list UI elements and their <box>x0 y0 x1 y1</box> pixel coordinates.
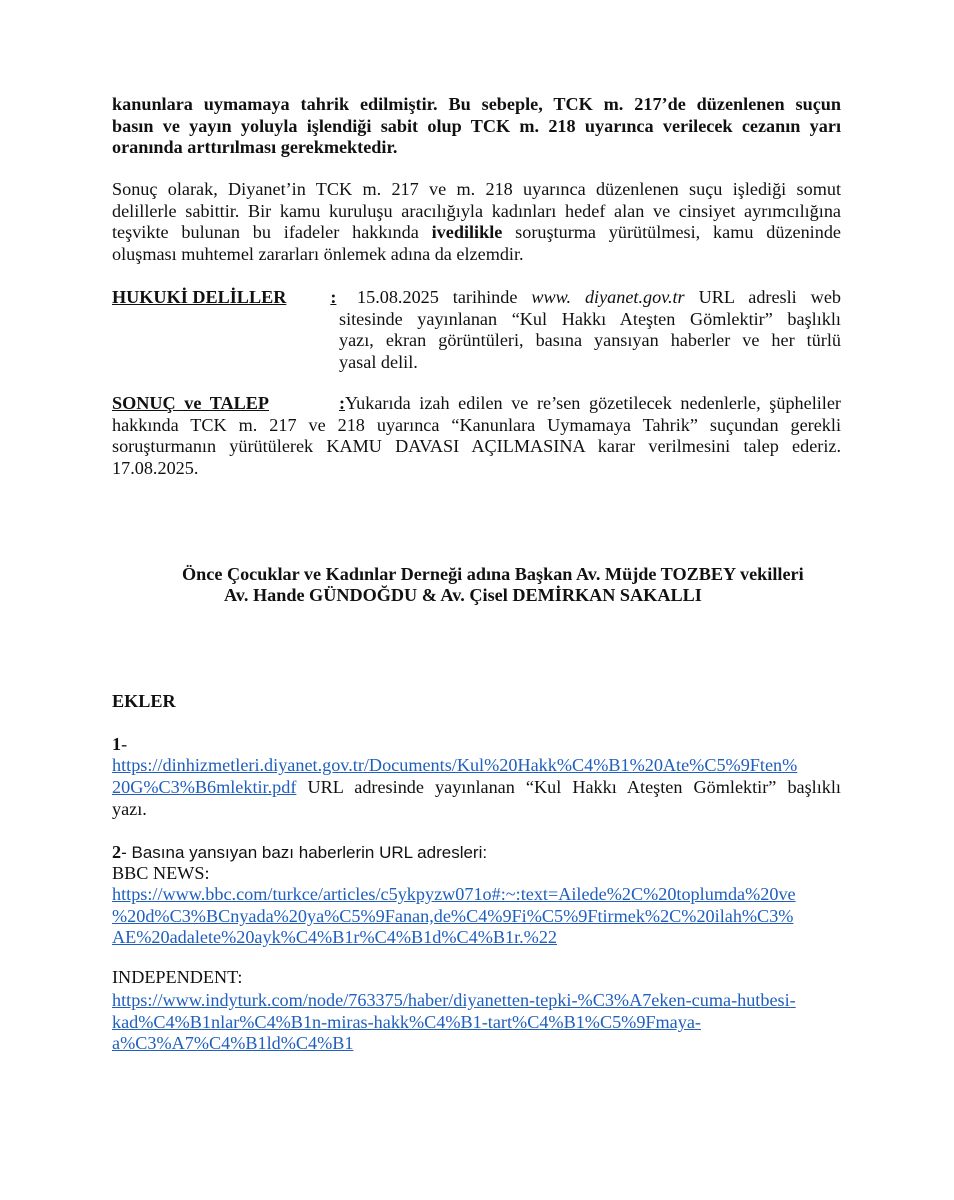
intro-line: oranında arttırılması gerekmektedir. <box>112 137 398 157</box>
request-line: hakkında TCK m. 217 ve 218 uyarınca “Kanunlara Uymamaya Tahrik” suçundan gerekli <box>112 414 841 435</box>
independent-url-1 <box>112 990 796 1012</box>
signature-line-2: Av. Hande GÜNDOĞDU & Av. Çisel DEMİRKAN SAKALLI <box>224 585 702 605</box>
evidence-label: HUKUKİ DELİLLER : <box>112 287 337 307</box>
request-line: soruşturmanın yürütülerek KAMU DAVASI AÇILMASINA karar verilmesini talep ederiz. <box>112 436 841 456</box>
attachment-1-desc-end: yazı. <box>112 799 147 819</box>
bbc-link[interactable]: https://www.bbc.com/turkce/articles/c5ykpyzw071o#:~:text=Ailede%2C%20toplumda%20ve <box>112 884 796 904</box>
evidence-label-row <box>112 287 336 309</box>
independent-label: INDEPENDENT: <box>112 967 243 987</box>
attachment-1-link-cont[interactable]: 20G%C3%B6mlektir.pdf <box>112 777 297 797</box>
conclusion-paragraph <box>112 179 841 265</box>
intro-line: kanunlara uymamaya tahrik edilmiştir. Bu sebeple, TCK m. 217’de düzenlenen suçun <box>112 94 841 114</box>
attachments-heading: EKLER <box>112 691 176 711</box>
evidence-line: sitesinde yayınlanan “Kul Hakkı Ateşten Gömlektir” başlıklı <box>339 308 841 329</box>
independent-link[interactable]: https://www.indyturk.com/node/763375/haber/diyanetten-tepki-%C3%A7eken-cuma-hutbesi- <box>112 990 796 1010</box>
conclusion-text: teşvikte bulunan bu ifadeler hakkında <box>112 222 432 242</box>
evidence-line: yazı, ekran görüntüleri, basına yansıyan haberler ve her türlü <box>339 330 841 350</box>
bbc-url-3 <box>112 927 557 949</box>
request-line: 17.08.2025. <box>112 457 199 478</box>
signature-line-1: Önce Çocuklar ve Kadınlar Derneği adına Başkan Av. Müjde TOZBEY vekilleri <box>182 564 804 584</box>
evidence-site: www. diyanet.gov.tr <box>531 287 685 307</box>
conclusion-line: oluşması muhtemel zararları önlemek adına da elzemdir. <box>112 243 524 264</box>
conclusion-line: delillerle sabittir. Bir kamu kuruluşu aracılığıyla kadınları hedef alan ve cinsiyet ayrımcılığına <box>112 200 841 221</box>
bbc-label: BBC NEWS: <box>112 863 210 883</box>
independent-url-2 <box>112 1012 701 1034</box>
conclusion-line: Sonuç olarak, Diyanet’in TCK m. 217 ve m. 218 uyarınca düzenlenen suçu işlediği somut <box>112 179 841 199</box>
intro-line: basın ve yayın yoluyla işlendiği sabit olup TCK m. 218 uyarınca verilecek cezanın yarı <box>112 115 841 136</box>
request-label: SONUÇ ve TALEP : <box>112 393 346 413</box>
bbc-url-2 <box>112 906 793 928</box>
attachment-1-url <box>112 755 797 777</box>
independent-link-cont[interactable]: kad%C4%B1nlar%C4%B1n-miras-hakk%C4%B1-tart%C4%B1%C5%9Fmaya- <box>112 1012 701 1032</box>
evidence-line: yasal delil. <box>339 351 418 372</box>
bbc-link-cont[interactable]: %20d%C3%BCnyada%20ya%C5%9Fanan,de%C4%9Fi%C5%9Ftirmek%2C%20ilah%C3% <box>112 906 794 926</box>
bbc-link-end[interactable]: AE%20adalete%20ayk%C4%B1r%C4%B1d%C4%B1r.%22 <box>112 927 558 947</box>
intro-paragraph <box>112 94 841 159</box>
conclusion-line <box>112 222 841 244</box>
bbc-url-1 <box>112 884 796 906</box>
emphasis-text: ivedilikle <box>431 222 503 242</box>
attachment-1-link[interactable]: https://dinhizmetleri.diyanet.gov.tr/Documents/Kul%20Hakk%C4%B1%20Ate%C5%9Ften% <box>112 755 798 775</box>
independent-url-3 <box>112 1033 353 1055</box>
attachment-1-desc: URL adresinde yayınlanan “Kul Hakkı Ateşten Gömlektir” başlıklı <box>296 777 841 797</box>
independent-link-end[interactable]: a%C3%A7%C4%B1ld%C4%B1 <box>112 1033 354 1053</box>
attachment-1-url-cont <box>112 777 841 799</box>
evidence-body <box>339 287 841 373</box>
request-line: SONUÇ ve TALEP :Yukarıda izah edilen ve re’sen gözetilecek nedenlerle, şüpheliler <box>112 393 841 413</box>
request-paragraph <box>112 393 841 479</box>
attachment-1-number: 1- <box>112 734 128 754</box>
attachment-2-label: 2- Basına yansıyan bazı haberlerin URL adresleri: <box>112 842 488 862</box>
evidence-line: 15.08.2025 tarihinde www. diyanet.gov.tr URL adresli web <box>357 287 841 307</box>
conclusion-text: soruşturma yürütülmesi, kamu düzeninde <box>502 222 841 242</box>
